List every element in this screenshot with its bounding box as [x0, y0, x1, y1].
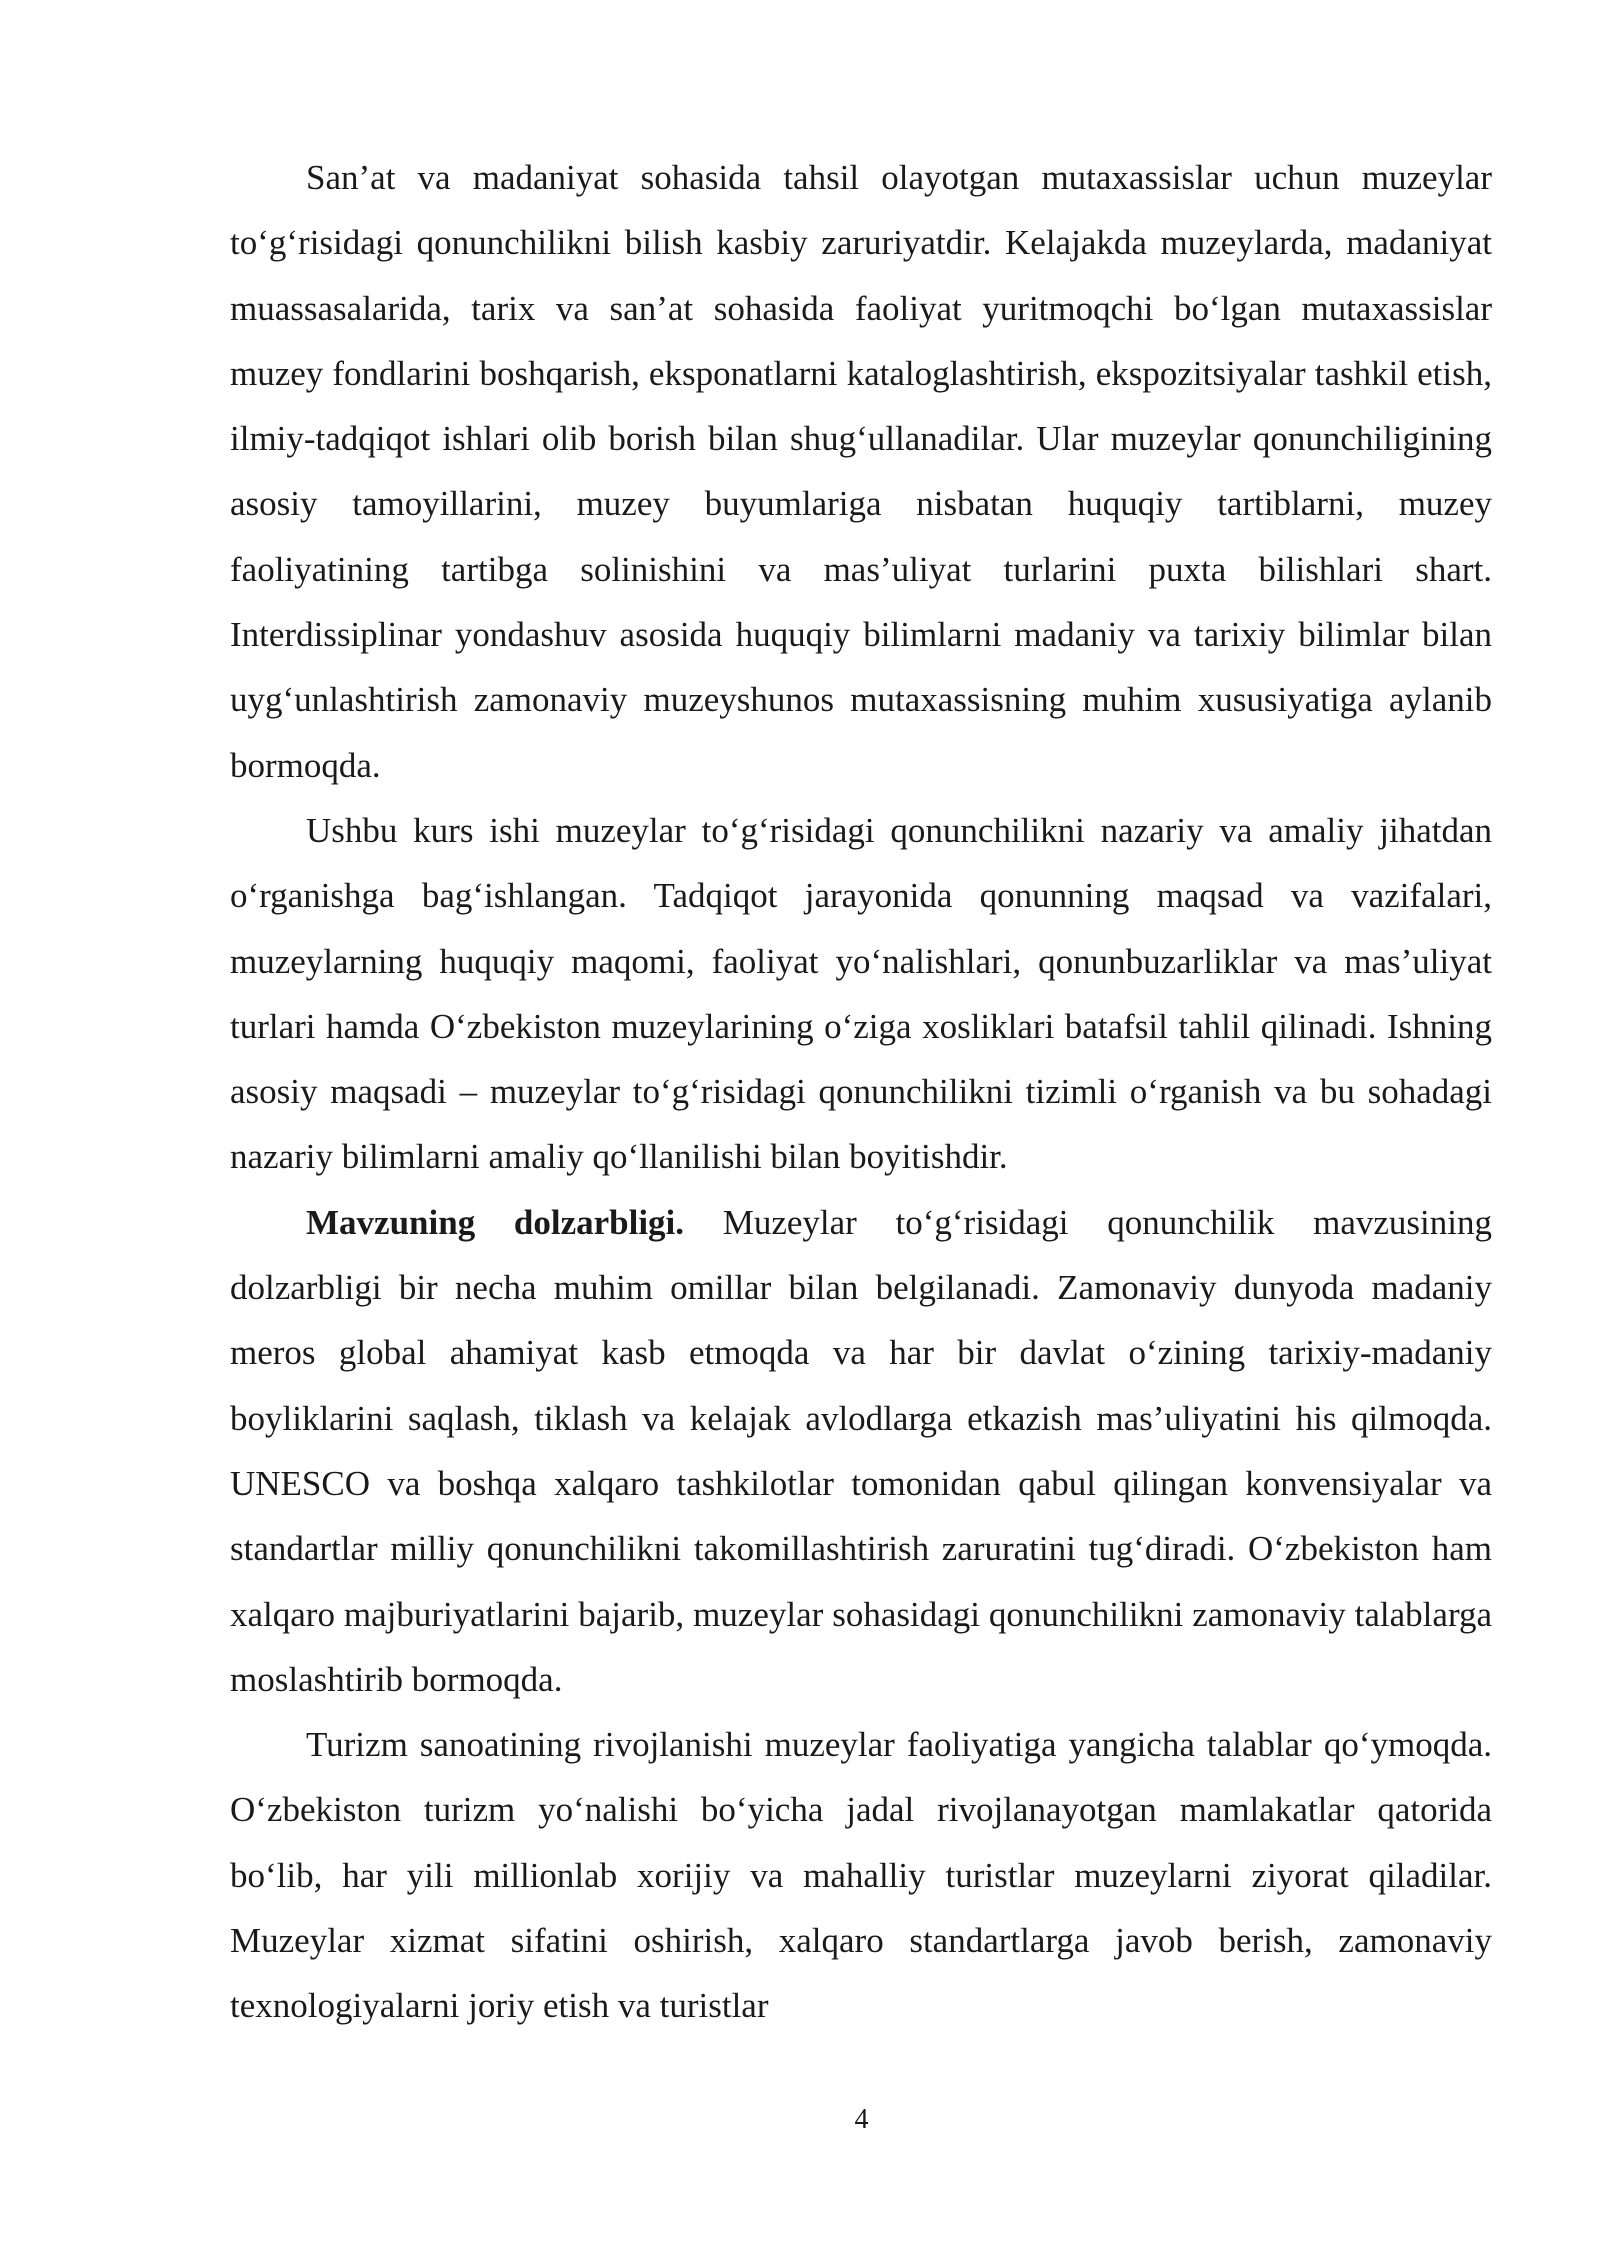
- page-body: [230, 145, 1492, 2039]
- paragraph-1-text: San’at va madaniyat sohasida tahsil olayotgan mutaxassislar uchun muzeylar to‘g‘risidagi qonunchilikni bilish kasbiy zaruriyatdir. Kelajakda muzeylarda, madaniyat muassasalarida, tarix va san’at sohasida faoliyat yuritmoqchi bo‘lgan mutaxassislar muzey fondlarini boshqarish, eksponatlarni kataloglashtirish, ekspozitsiyalar tashkil etish, ilmiy-tadqiqot ishlari olib borish bilan shug‘ullanadilar. Ular muzeylar qonunchiligining asosiy tamoyillarini, muzey buyumlariga nisbatan huquqiy tartiblarni, muzey faoliyatining tartibga solinishini va mas’uliyat turlarini puxta bilishlari shart. Interdissiplinar yondashuv asosida huquqiy bilimlarni madaniy va tarixiy bilimlar bilan uyg‘unlashtirish zamonaviy muzeyshunos mutaxassisning muhim xususiyatiga aylanib bormoqda.: [230, 158, 1492, 785]
- page-number: 4: [854, 2104, 869, 2135]
- paragraph-4: [230, 1712, 1492, 2038]
- paragraph-3-lead: Mavzuning dolzarbligi.: [306, 1202, 685, 1242]
- paragraph-2-text: Ushbu kurs ishi muzeylar to‘g‘risidagi qonunchilikni nazariy va amaliy jihatdan o‘rganishga bag‘ishlangan. Tadqiqot jarayonida qonunning maqsad va vazifalari, muzeylarning huquqiy maqomi, faoliyat yo‘nalishlari, qonunbuzarliklar va mas’uliyat turlari hamda O‘zbekiston muzeylarining o‘ziga xosliklari batafsil tahlil qilinadi. Ishning asosiy maqsadi – muzeylar to‘g‘risidagi qonunchilikni tizimli o‘rganish va bu sohadagi nazariy bilimlarni amaliy qo‘llanilishi bilan boyitishdir.: [230, 810, 1492, 1177]
- paragraph-4-text: Turizm sanoatining rivojlanishi muzeylar faoliyatiga yangicha talablar qo‘ymoqda. O‘zbekiston turizm yo‘nalishi bo‘yicha jadal rivojlanayotgan mamlakatlar qatorida bo‘lib, har yili millionlab xorijiy va mahalliy turistlar muzeylarni ziyorat qiladilar. Muzeylar xizmat sifatini oshirish, xalqaro standartlarga javob berish, zamonaviy texnologiyalarni joriy etish va turistlar: [230, 1725, 1492, 2026]
- paragraph-3: [230, 1190, 1492, 1712]
- paragraph-1: [230, 145, 1492, 798]
- paragraph-2: [230, 798, 1492, 1190]
- paragraph-3-text: Muzeylar to‘g‘risidagi qonunchilik mavzusining dolzarbligi bir necha muhim omillar bilan belgilanadi. Zamonaviy dunyoda madaniy meros global ahamiyat kasb etmoqda va har bir davlat o‘zining tarixiy-madaniy boyliklarini saqlash, tiklash va kelajak avlodlarga etkazish mas’uliyatini his qilmoqda. UNESCO va boshqa xalqaro tashkilotlar tomonidan qabul qilingan konvensiyalar va standartlar milliy qonunchilikni takomillashtirish zaruratini tug‘diradi. O‘zbekiston ham xalqaro majburiyatlarini bajarib, muzeylar sohasidagi qonunchilikni zamonaviy talablarga moslashtirib bormoqda.: [230, 1202, 1492, 1699]
